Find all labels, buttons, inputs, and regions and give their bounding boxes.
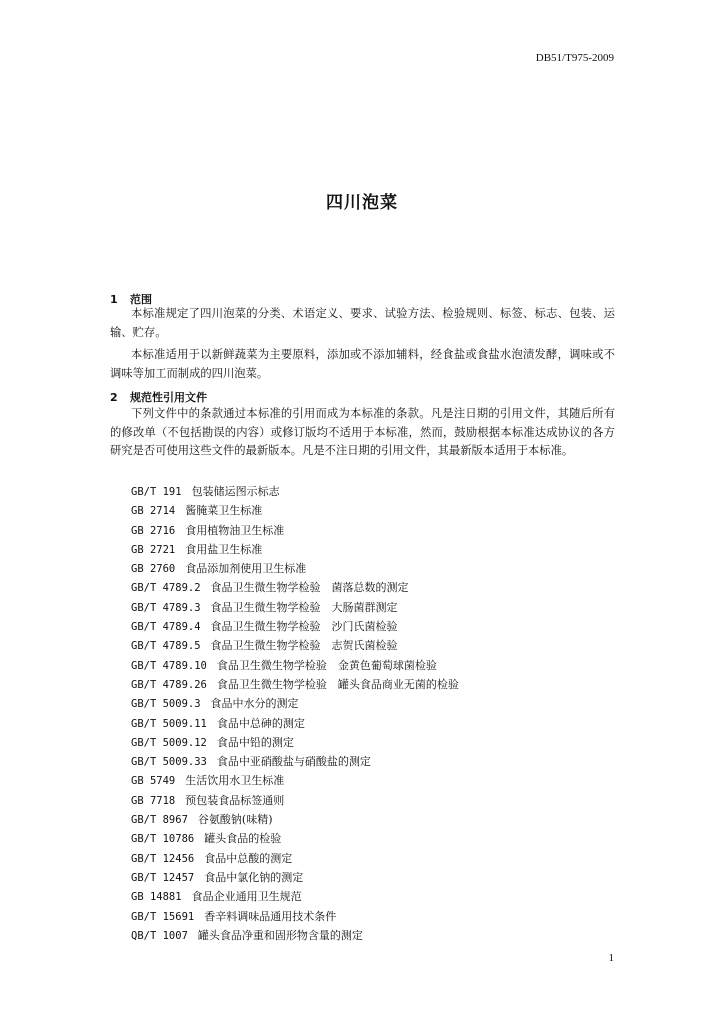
reference-code: GB/T 5009.3 [131,698,201,711]
reference-code: GB/T 4789.3 [131,601,201,614]
reference-title: 食品卫生微生物学检验 菌落总数的测定 [210,581,409,595]
reference-code: GB/T 5009.33 [131,756,207,769]
scope-paragraph-1: 本标准规定了四川泡菜的分类、术语定义、要求、试验方法、检验规则、标签、标志、包装、运输、贮存。 [110,307,615,339]
reference-code: GB/T 12456 [131,852,195,865]
references-intro-paragraph: 下列文件中的条款通过本标准的引用而成为本标准的条款。凡是注日期的引用文件，其随后所有的修改单（不包括勘误的内容）或修订版均不适用于本标准，然而，鼓励根据本标准达成协议的各方研究是否可使用这些文件的最新版本。凡是不注日期的引用文件，其最新版本适用于本标准。 [110,407,615,458]
reference-item [131,907,459,926]
reference-title: 罐头食品的检验 [204,832,282,846]
reference-code: GB/T 12457 [131,871,195,884]
reference-code: GB/T 8967 [131,814,188,827]
reference-code: GB/T 4789.5 [131,640,201,653]
section-title: 范围 [130,293,152,306]
section-number: 1 [110,293,118,306]
reference-item [131,733,459,752]
reference-title: 食品中亚硝酸盐与硝酸盐的测定 [216,755,371,769]
document-title: 四川泡菜 [326,193,398,213]
reference-code: GB/T 10786 [131,833,195,846]
reference-title: 包装储运图示标志 [191,485,280,498]
section-heading-normative-references [110,389,207,405]
reference-title: 谷氨酸钠(味精) [197,813,273,827]
reference-title: 食品中铅的测定 [216,735,294,749]
reference-title: 生活饮用水卫生标准 [185,774,285,788]
document-code: DB51/T975-2009 [535,52,614,64]
reference-title: 预包装食品标签通则 [185,793,285,807]
reference-item [131,540,459,559]
reference-item [131,771,459,790]
reference-item [131,829,459,848]
reference-item [131,752,459,771]
reference-list [131,482,459,945]
reference-title: 食品卫生微生物学检验 罐头食品商业无菌的检验 [216,677,459,691]
reference-item [131,887,459,906]
reference-title: 食品企业通用卫生规范 [191,890,302,904]
reference-title: 香辛料调味品通用技术条件 [204,909,337,923]
reference-title: 食品添加剂使用卫生标准 [185,562,307,576]
reference-item [131,617,459,636]
reference-code: GB/T 4789.4 [131,621,201,634]
reference-title: 食用盐卫生标准 [185,542,263,556]
scope-paragraph-2: 本标准适用于以新鲜蔬菜为主要原料，添加或不添加辅料，经食盐或食盐水泡渍发酵，调味或不调味等加工而制成的四川泡菜。 [110,348,615,380]
reference-code: QB/T 1007 [131,929,188,942]
reference-item [131,868,459,887]
reference-code: GB/T 4789.10 [131,659,207,672]
reference-title: 食品卫生微生物学检验 大肠菌群测定 [210,600,398,614]
reference-code: GB/T 15691 [131,910,195,923]
reference-title: 罐头食品净重和固形物含量的测定 [197,928,363,942]
reference-item [131,810,459,829]
section-number: 2 [110,391,118,404]
reference-code: GB 2714 [131,505,176,518]
reference-item [131,714,459,733]
reference-item [131,694,459,713]
reference-title: 食品卫生微生物学检验 沙门氏菌检验 [210,620,398,634]
reference-code: GB 5749 [131,775,176,788]
reference-code: GB/T 4789.26 [131,678,207,691]
section-title: 规范性引用文件 [130,391,207,404]
reference-item [131,656,459,675]
reference-item [131,598,459,617]
reference-item [131,636,459,655]
reference-item [131,926,459,945]
reference-title: 酱腌菜卫生标准 [185,504,263,518]
reference-title: 食品中水分的测定 [210,697,299,711]
reference-title: 食品卫生微生物学检验 志贺氏菌检验 [210,639,398,653]
reference-code: GB/T 5009.12 [131,736,207,749]
page-number: 1 [608,952,614,964]
reference-title: 食品中总酸的测定 [204,851,293,865]
reference-code: GB 2760 [131,563,176,576]
reference-title: 食品卫生微生物学检验 金黄色葡萄球菌检验 [216,658,437,672]
reference-item [131,501,459,520]
reference-item [131,559,459,578]
reference-title: 食品中总砷的测定 [216,716,305,730]
reference-item [131,849,459,868]
reference-item [131,521,459,540]
reference-title: 食品中氯化钠的测定 [204,870,304,884]
reference-code: GB 2721 [131,543,176,556]
reference-code: GB/T 5009.11 [131,717,207,730]
reference-item [131,482,459,501]
reference-item [131,791,459,810]
reference-item [131,578,459,597]
reference-code: GB/T 191 [131,486,182,498]
reference-code: GB/T 4789.2 [131,582,201,595]
reference-code: GB 7718 [131,794,176,807]
reference-code: GB 2716 [131,524,176,537]
reference-code: GB 14881 [131,891,182,904]
reference-item [131,675,459,694]
reference-title: 食用植物油卫生标准 [185,523,285,537]
